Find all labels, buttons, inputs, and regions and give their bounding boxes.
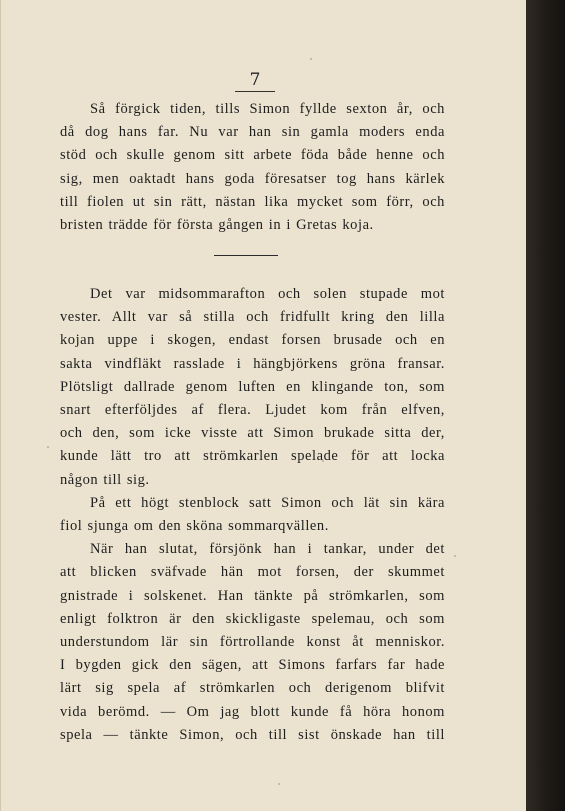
page-number: 7 <box>235 70 275 92</box>
paper-speck <box>454 555 456 557</box>
paper-speck <box>310 58 312 60</box>
text-line: snart efterföljdes af flera. Ljudet kom från elfven, <box>60 402 445 419</box>
text-line: då dog hans far. Nu var han sin gamla moders enda <box>60 124 445 141</box>
text-line: På ett högt stenblock satt Simon och lät sin kära <box>90 494 445 511</box>
text-line: sig, men oaktadt hans goda föresatser tog hans kärlek <box>60 170 445 187</box>
text-line: Plötsligt dallrade genom luften en klingande ton, som <box>60 378 445 395</box>
text-line: vida berömd. — Om jag blott kunde få höra honom <box>60 703 445 720</box>
paper-speck <box>278 783 280 785</box>
text-line: I bygden gick den sägen, att Simons farfars far hade <box>60 657 445 674</box>
text-line: att blicken sväfvade hän mot forsen, der skummet <box>60 564 445 581</box>
text-line: enligt folktron är den skickligaste spelemau, och som <box>60 610 445 627</box>
text-line: spela — tänkte Simon, och till sist önskade han till <box>60 726 445 743</box>
text-line: Så förgick tiden, tills Simon fyllde sexton år, och <box>90 101 445 117</box>
text-line: sakta vindfläkt rasslade i hängbjörkens gröna fransar. <box>60 355 445 372</box>
text-line: fiol sjunga om den sköna sommarqvällen. <box>60 518 329 535</box>
paper-speck <box>322 460 324 462</box>
text-line: gnistrade i solskenet. Han tänkte på strömkarlen, som <box>60 587 445 604</box>
section-divider <box>214 255 278 256</box>
text-line: någon till sig. <box>60 471 150 488</box>
text-line: till fiolen ut sin rätt, nästan lika mycket som förr, och <box>60 193 445 210</box>
text-line: stöd och skulle genom sitt arbete föda både henne och <box>60 147 445 164</box>
text-line: vester. Allt var så stilla och fridfullt kring den lilla <box>60 309 445 326</box>
text-section-2 <box>60 283 445 747</box>
text-line: bristen trädde för första gången in i Gretas koja. <box>60 217 374 234</box>
text-line: och den, som icke visste att Simon brukade sitta der, <box>60 425 445 442</box>
book-edge <box>526 0 565 811</box>
text-line: lärt sig spela af strömkarlen och derigenom blifvit <box>60 680 445 697</box>
text-line: När han slutat, försjönk han i tankar, under det <box>90 541 445 558</box>
text-section-1 <box>60 98 445 237</box>
text-line: understundom lär sin förtrollande konst åt menniskor. <box>60 634 445 651</box>
paper-speck <box>47 446 49 448</box>
text-line: kojan uppe i skogen, endast forsen brusade och en <box>60 332 445 349</box>
text-line: Det var midsommarafton och solen stupade mot <box>90 286 445 302</box>
text-line: kunde lätt tro att strömkarlen spelade för att locka <box>60 448 445 465</box>
